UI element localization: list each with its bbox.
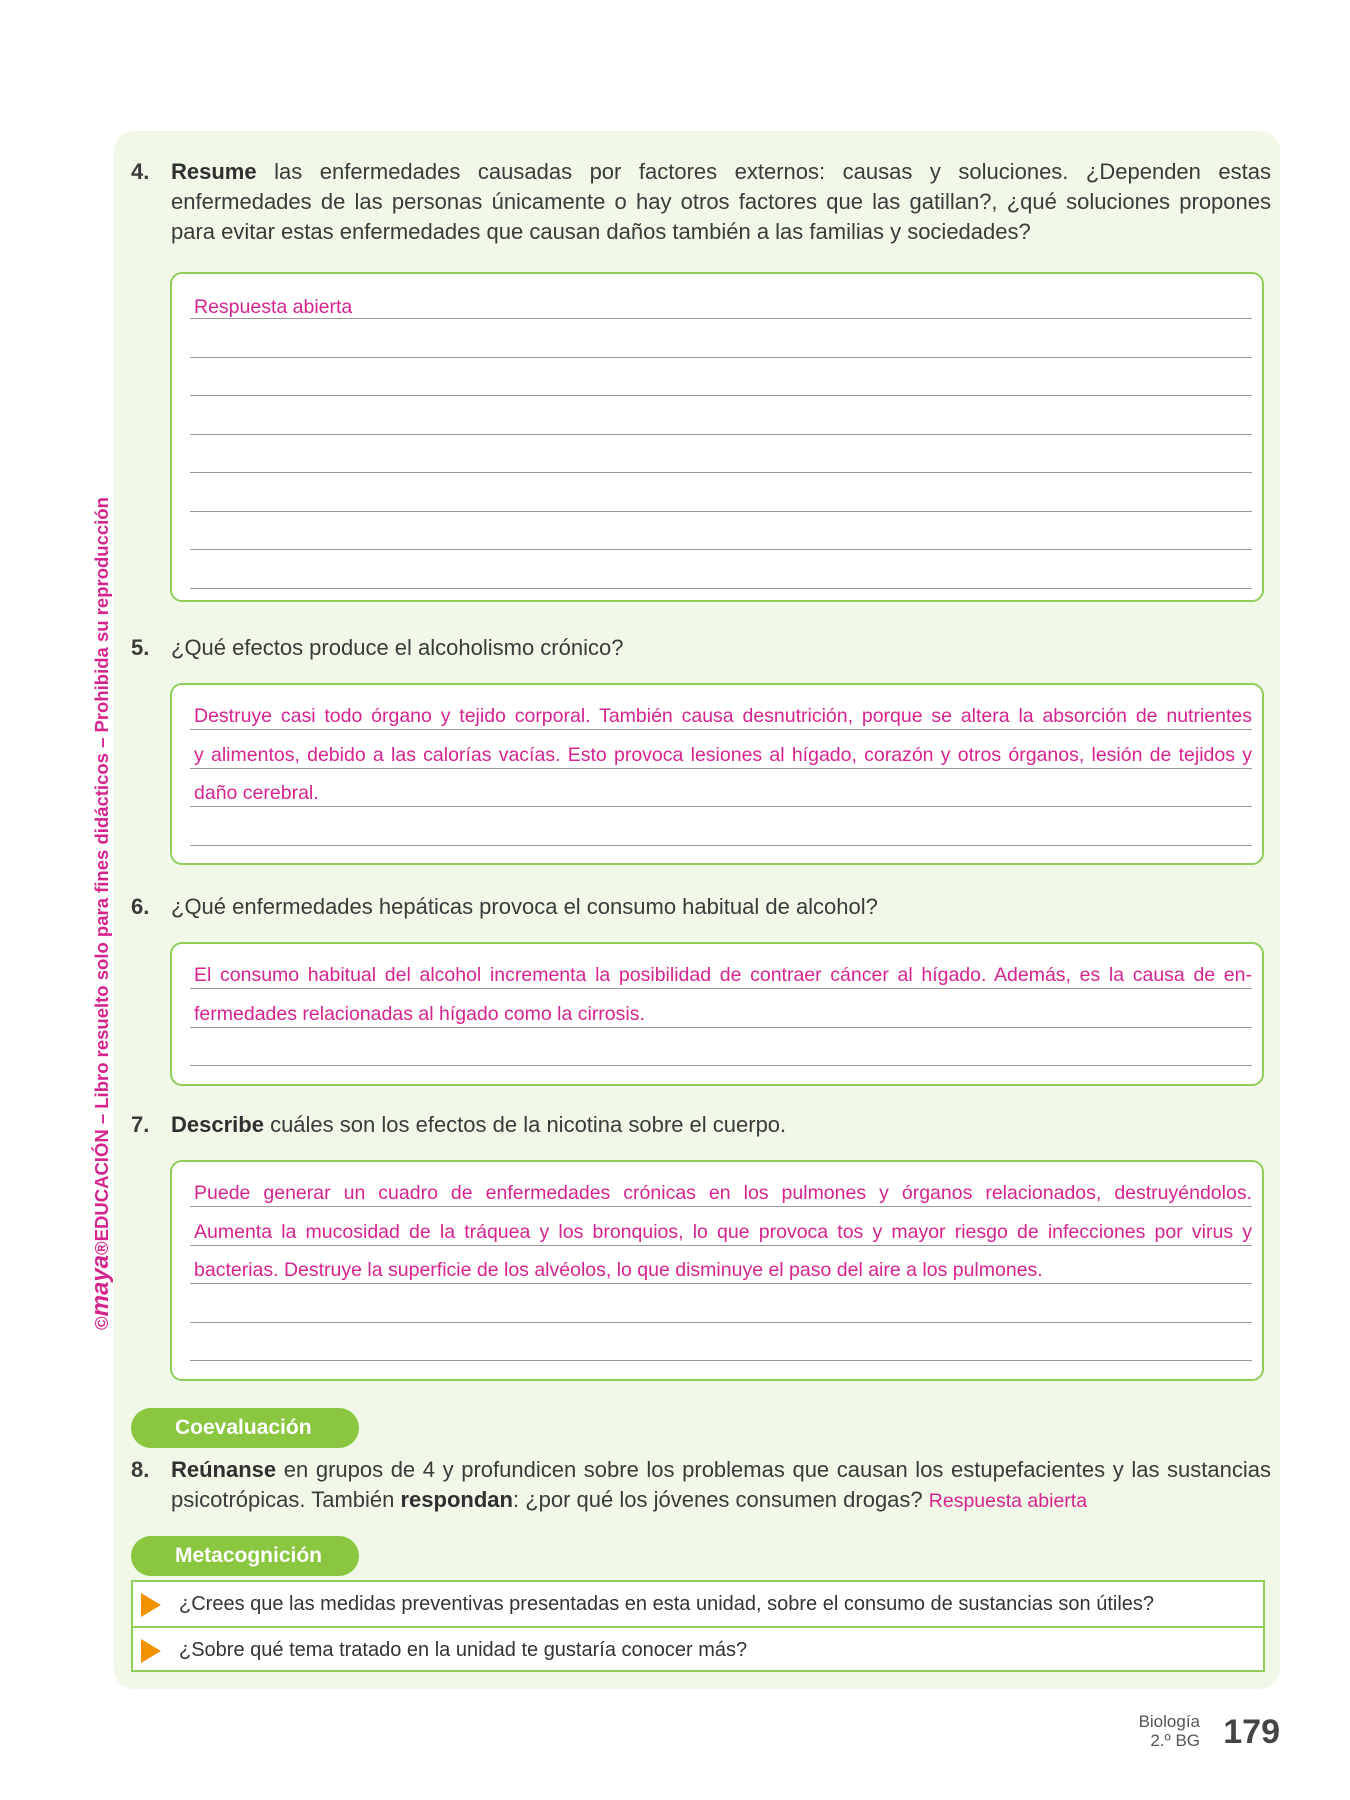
answer-line-rule	[190, 588, 1252, 589]
answer-line-rule	[190, 845, 1252, 846]
question-rest: cuáles son los efectos de la nicotina sobre el cuerpo.	[263, 1112, 787, 1137]
answer-line-rule	[190, 988, 1252, 989]
question-verb: Reúnanse	[171, 1457, 277, 1482]
answer-line-rule	[190, 1065, 1252, 1066]
question-number: 8.	[131, 1457, 150, 1482]
side-credit	[87, 497, 115, 1330]
answer-line-rule	[190, 806, 1252, 807]
side-credit-text: ®EDUCACIÓN – Libro resuelto solo para fines didácticos – Prohibida su reproducción	[91, 497, 112, 1255]
answer-line: El consumo habitual del alcohol incrementa la posibilidad de contraer cáncer al hígado. Además, es la causa de en-	[194, 964, 1252, 986]
list-item	[133, 1626, 1263, 1672]
metacognicion-pill: Metacognición	[131, 1536, 359, 1576]
brand-name: maya	[87, 1254, 114, 1317]
answer-text-4	[194, 288, 1252, 327]
metacognicion-list	[131, 1580, 1265, 1672]
question-number: 6.	[131, 894, 150, 919]
page-number: 179	[1223, 1713, 1280, 1751]
arrow-bullet-icon	[141, 1593, 161, 1617]
question-text	[171, 1110, 1271, 1140]
footer-subject-name: Biología	[1138, 1712, 1200, 1731]
answer-line-rule	[190, 434, 1252, 435]
arrow-bullet-icon	[141, 1639, 161, 1663]
question-7	[131, 1110, 1271, 1140]
footer-grade: 2.º BG	[1150, 1731, 1200, 1750]
question-number: 5.	[131, 635, 150, 660]
answer-line-rule	[190, 472, 1252, 473]
answer-line: Destruye casi todo órgano y tejido corporal. También causa desnutrición, porque se altera la absorción de nutrientes	[194, 705, 1252, 727]
answer-line-rule	[190, 511, 1252, 512]
question-4	[131, 157, 1271, 247]
question-text	[171, 1455, 1271, 1516]
answer-line-rule	[190, 1283, 1252, 1284]
answer-line-rule	[190, 395, 1252, 396]
answer-line-rule	[190, 768, 1252, 769]
answer-line-rule	[190, 357, 1252, 358]
answer-line: Aumenta la mucosidad de la tráquea y los bronquios, lo que provoca tos y mayor riesgo de infecciones por virus y	[194, 1220, 1252, 1243]
answer-line: y alimentos, debido a las calorías vacías. Esto provoca lesiones al hígado, corazón y otros órganos, lesión de tejidos y	[194, 743, 1252, 766]
list-item	[133, 1582, 1263, 1626]
answer-line: Puede generar un cuadro de enfermedades crónicas en los pulmones y órganos relacionados, destruyéndolos.	[194, 1182, 1252, 1204]
answer-box-7[interactable]	[170, 1160, 1264, 1381]
question-number: 4.	[131, 159, 150, 184]
answer-box-5[interactable]	[170, 683, 1264, 865]
answer-line-rule	[190, 1206, 1252, 1207]
answer-line-rule	[190, 1245, 1252, 1246]
answer-line: daño cerebral.	[194, 782, 319, 805]
question-verb: Resume	[171, 159, 257, 184]
question-5	[131, 633, 1271, 663]
answer-line: bacterias. Destruye la superficie de los alvéolos, lo que disminuye el paso del aire a los pulmones.	[194, 1259, 1043, 1282]
question-number: 7.	[131, 1112, 150, 1137]
answer-box-4[interactable]	[170, 272, 1264, 602]
answer-text-6	[194, 956, 1252, 1033]
copyright-symbol: ©	[91, 1316, 112, 1330]
question-end: : ¿por qué los jóvenes consumen drogas?	[512, 1487, 923, 1512]
list-item-text: ¿Crees que las medidas preventivas presentadas en esta unidad, sobre el consumo de sustancias son útiles?	[179, 1593, 1155, 1615]
question-verb: Describe	[171, 1112, 264, 1137]
answer-line-rule	[190, 549, 1252, 550]
question-text	[171, 157, 1271, 247]
answer-text-5	[194, 697, 1252, 813]
answer-line-rule	[190, 1027, 1252, 1028]
coevaluacion-pill: Coevaluación	[131, 1408, 359, 1448]
answer-line-rule	[190, 318, 1252, 319]
answer-text-7	[194, 1174, 1252, 1290]
question-mid: en grupos de 4 y profundicen sobre los problemas que causan los estupefacientes y las sustancias psicotrópicas. También	[171, 1457, 1271, 1512]
answer-box-6[interactable]	[170, 942, 1264, 1086]
question-6	[131, 892, 1271, 922]
answer-line-rule	[190, 729, 1252, 730]
answer-line: Respuesta abierta	[194, 296, 353, 318]
answer-line-rule	[190, 1360, 1252, 1361]
question-text: ¿Qué efectos produce el alcoholismo crónico?	[171, 635, 624, 660]
footer-subject	[1139, 1712, 1200, 1750]
answer-line-rule	[190, 1322, 1252, 1323]
question-8	[131, 1455, 1271, 1516]
question-verb-2: respondan	[400, 1487, 513, 1512]
question-rest: las enfermedades causadas por factores externos: causas y soluciones. ¿Dependen estas enfermedades de las personas únicamente o hay otros factores que las gatillan?, ¿qué soluciones propones para evitar estas enfermedades que causan daños también a las familias y sociedades?	[171, 159, 1271, 244]
question-text: ¿Qué enfermedades hepáticas provoca el consumo habitual de alcohol?	[171, 894, 878, 919]
list-item-text: ¿Sobre qué tema tratado en la unidad te gustaría conocer más?	[179, 1639, 748, 1661]
answer-inline: Respuesta abierta	[928, 1490, 1088, 1512]
answer-line: fermedades relacionadas al hígado como la cirrosis.	[194, 1002, 645, 1025]
